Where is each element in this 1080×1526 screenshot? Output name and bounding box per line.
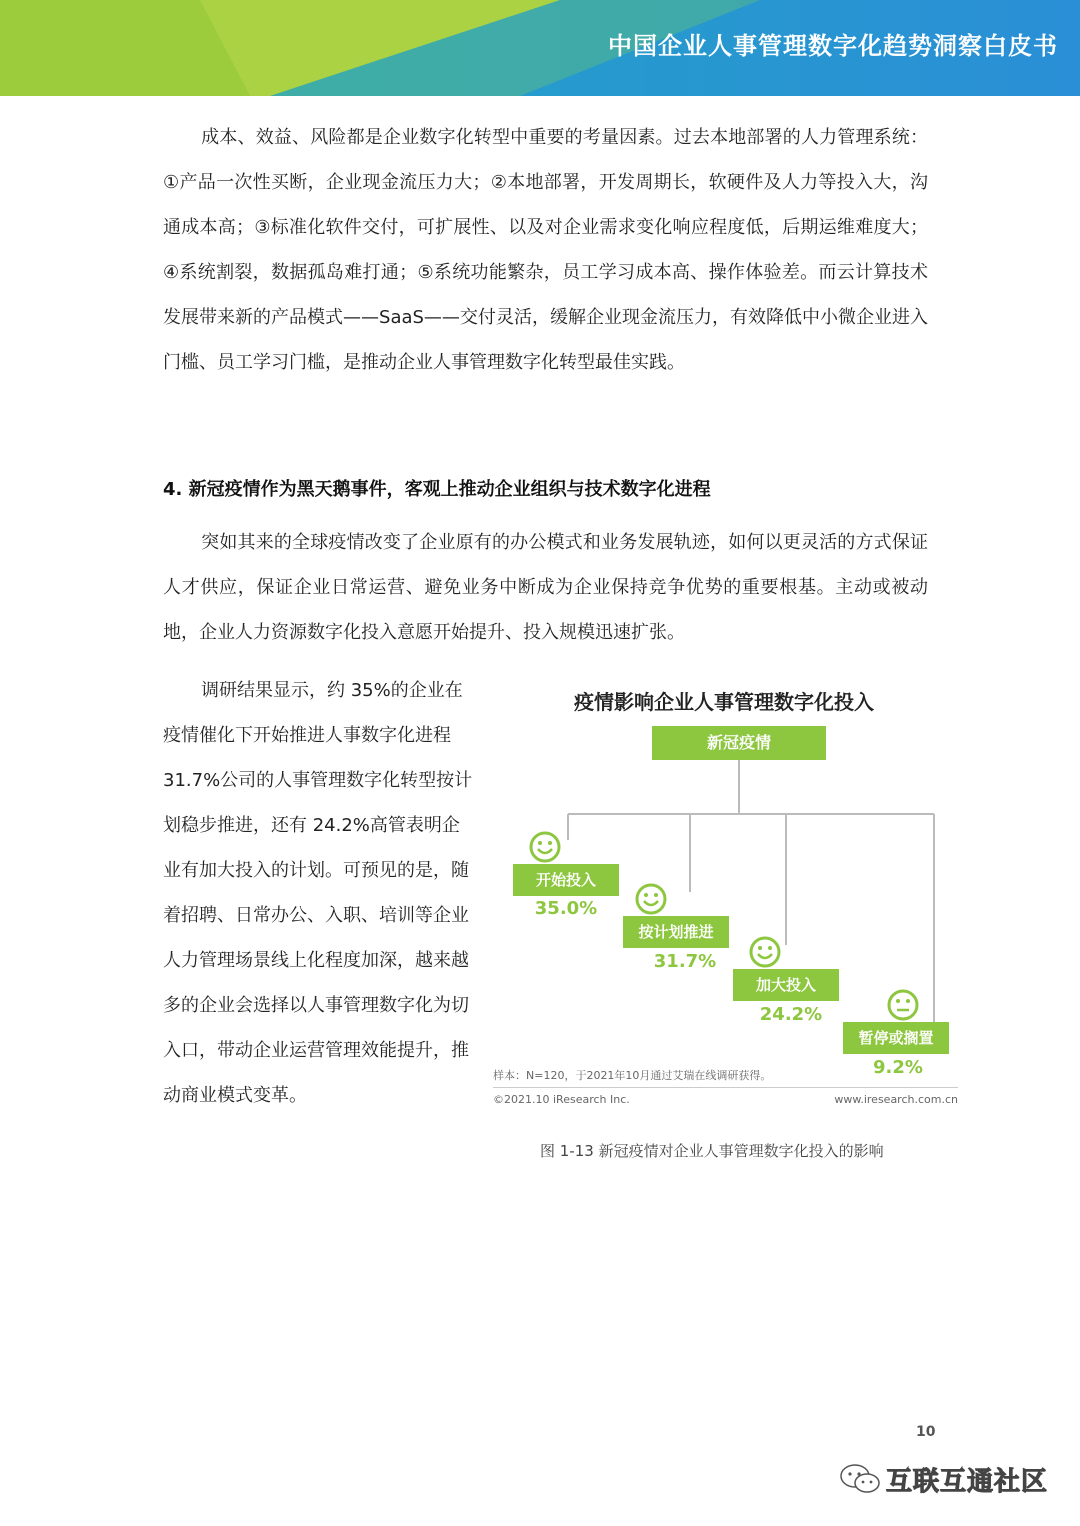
chart-footer-divider — [493, 1087, 958, 1088]
category-label-on-schedule: 按计划推进 — [623, 916, 729, 948]
paragraph-1-text: 成本、效益、风险都是企业数字化转型中重要的考量因素。过去本地部署的人力管理系统：①产品一次性买断，企业现金流压力大；②本地部署，开发周期长，软硬件及人力等投入大，沟通成本高；③标准化软件交付，可扩展性、以及对企业需求变化响应程度低，后期运维难度大；④系统割裂，数据孤岛难打通；⑤系统功能繁杂，员工学习成本高、操作体验差。而云计算技术发展带来新的产品模式——SaaS——交付灵活，缓解企业现金流压力，有效降低中小微企业进入门槛、员工学习门槛，是推动企业人事管理数字化转型最佳实践。 — [163, 127, 928, 373]
category-label-increase-investment: 加大投入 — [733, 969, 839, 1001]
figure-caption: 图 1-13 新冠疫情对企业人事管理数字化投入的影响 — [540, 1142, 884, 1160]
paragraph-3-text: 调研结果显示，约 35%的企业在疫情催化下开始推进人事数字化进程31.7%公司的人事管理数字化转型按计划稳步推进，还有 24.2%高管表明企业有加大投入的计划。可预见的是，随着招聘、日常办公、入职、培训等企业人力管理场景线上化程度加深，越来越多的企业会选择以人事管理数字化为切入口，带动企业运营管理效能提升，推动商业模式变革。 — [163, 680, 473, 1106]
chart-website: www.iresearch.com.cn — [834, 1093, 958, 1106]
neutral-face-icon — [886, 988, 920, 1022]
chart-title: 疫情影响企业人事管理数字化投入 — [574, 690, 874, 714]
paragraph-pandemic — [163, 520, 928, 655]
category-label-paused: 暂停或搁置 — [843, 1022, 949, 1054]
paragraph-2-text: 突如其来的全球疫情改变了企业原有的办公模式和业务发展轨迹，如何以更灵活的方式保证人才供应，保证企业日常运营、避免业务中断成为企业保持竞争优势的重要根基。主动或被动地，企业人力资源数字化投入意愿开始提升、投入规模迅速扩张。 — [163, 532, 928, 643]
value-label-increase-investment: 24.2% — [759, 1004, 823, 1025]
chart-sample-note: 样本：N=120，于2021年10月通过艾瑞在线调研获得。 — [493, 1069, 772, 1082]
value-label-paused: 9.2% — [873, 1057, 923, 1078]
pandemic-impact-chart — [488, 680, 960, 1120]
document-title: 中国企业人事管理数字化趋势洞察白皮书 — [608, 32, 1058, 60]
value-label-on-schedule: 31.7% — [653, 951, 717, 972]
smile-face-icon — [528, 830, 562, 864]
category-label-start-investing: 开始投入 — [513, 864, 619, 896]
value-label-start-investing: 35.0% — [534, 898, 598, 919]
smile-face-icon — [634, 882, 668, 916]
root-box-covid: 新冠疫情 — [652, 726, 826, 760]
wechat-icon — [838, 1461, 882, 1497]
watermark-text: 互联互通社区 — [886, 1466, 1049, 1497]
header-banner — [0, 0, 1080, 96]
smile-face-icon — [748, 935, 782, 969]
section-heading: 4. 新冠疫情作为黑天鹅事件，客观上推动企业组织与技术数字化进程 — [163, 479, 711, 500]
paragraph-cost-benefit — [163, 115, 928, 385]
page-number: 10 — [916, 1424, 936, 1440]
paragraph-survey-results — [163, 668, 475, 1118]
watermark — [838, 1460, 1048, 1498]
chart-copyright: ©2021.10 iResearch Inc. — [493, 1093, 630, 1106]
